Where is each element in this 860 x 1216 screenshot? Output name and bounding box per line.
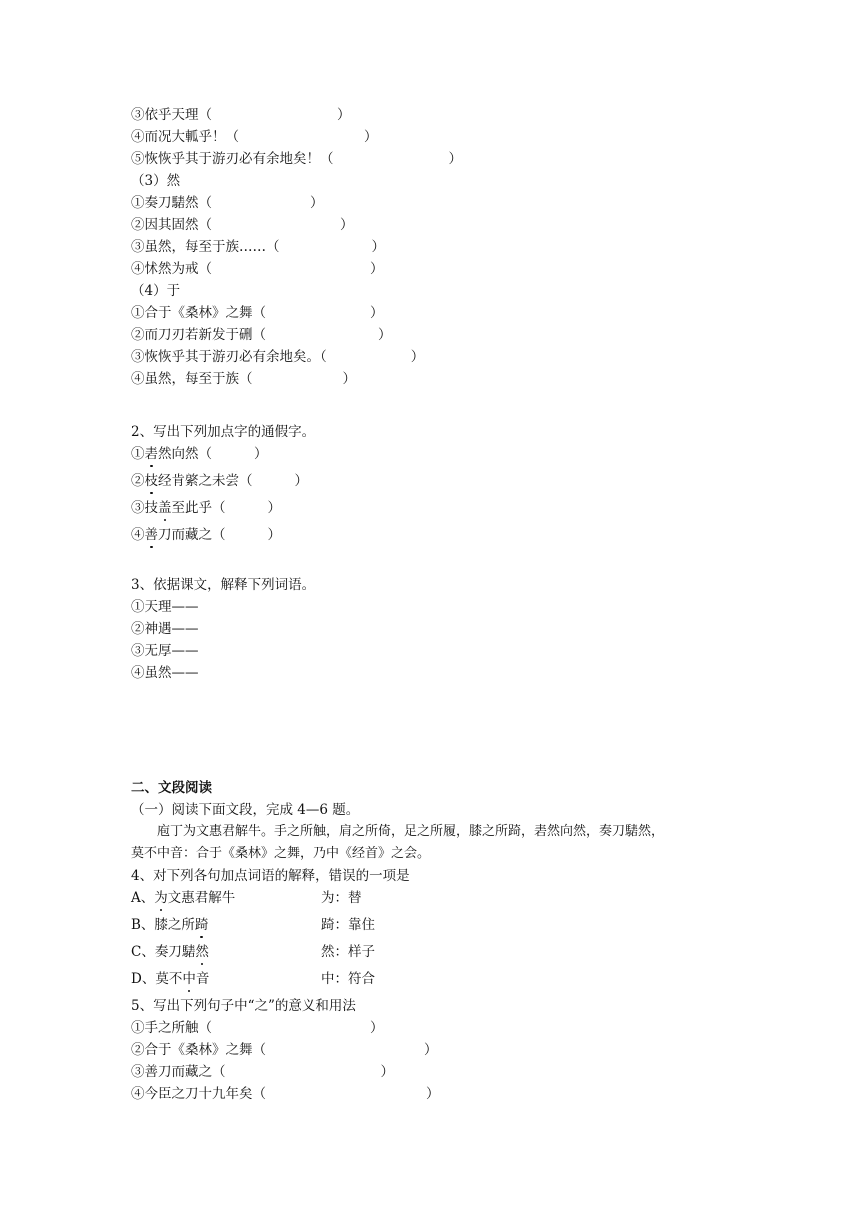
q5-item: ④今臣之刀十九年矣（ ） bbox=[131, 1086, 440, 1102]
dotted-char: 善 bbox=[144, 527, 158, 543]
q5-item: ②合于《桑林》之舞（ ） bbox=[131, 1042, 438, 1058]
q2-item: ④善刀而藏之（ ） bbox=[131, 527, 281, 543]
ran-item-1: ①奏刀騞然（ ） bbox=[131, 195, 324, 211]
q5-item: ③善刀而藏之（ ） bbox=[131, 1064, 394, 1080]
yu-item-4: ④而况大軱乎！（ ） bbox=[131, 129, 378, 145]
dotted-char: 砉 bbox=[144, 446, 158, 462]
yu2-item-3: ③恢恢乎其于游刃必有余地矣。（ ） bbox=[131, 349, 425, 365]
ran-item-4: ④怵然为戒（ ） bbox=[131, 261, 384, 277]
part1-continuation bbox=[131, 104, 771, 390]
yu-item-3: ③依乎天理（ ） bbox=[131, 107, 351, 123]
reading-instruction: （一）阅读下面文段，完成 4—6 题。 bbox=[131, 802, 360, 818]
dotted-char: 踦 bbox=[194, 917, 209, 933]
q2-item: ③技盖至此乎（ ） bbox=[131, 500, 281, 516]
yu2-item-2: ②而刀刃若新发于硎（ ） bbox=[131, 327, 392, 343]
q4-option-b: B、膝之所踦 踦：靠住 bbox=[131, 917, 375, 933]
yu-item-5: ⑤恢恢乎其于游刃必有余地矣！（ ） bbox=[131, 151, 462, 167]
part2-reading bbox=[131, 777, 771, 1105]
dotted-char: 盖 bbox=[158, 500, 172, 516]
question-4-title: 4、对下列各句加点词语的解释，错误的一项是 bbox=[131, 868, 410, 884]
yu2-item-4: ④虽然，每至于族（ ） bbox=[131, 371, 356, 387]
ran-title: （3）然 bbox=[131, 173, 181, 189]
yu2-item-1: ①合于《桑林》之舞（ ） bbox=[131, 305, 384, 321]
q4-option-d: D、莫不中音 中：符合 bbox=[131, 971, 375, 987]
yu2-title: （4）于 bbox=[131, 283, 181, 299]
q3-item: ④虽然—— bbox=[131, 665, 199, 681]
q2-item: ①砉然向然（ ） bbox=[131, 446, 268, 462]
q3-item: ②神遇—— bbox=[131, 621, 199, 637]
dotted-char: 然 bbox=[195, 944, 209, 960]
section-heading: 二、文段阅读 bbox=[131, 780, 212, 796]
question-5-title: 5、写出下列句子中“之”的意义和用法 bbox=[131, 998, 356, 1014]
q5-item: ①手之所触（ ） bbox=[131, 1020, 384, 1036]
question-2 bbox=[131, 421, 771, 551]
dotted-char: 为 bbox=[154, 890, 168, 906]
ran-item-3: ③虽然，每至于族……（ ） bbox=[131, 239, 385, 255]
question-2-title: 2、写出下列加点字的通假字。 bbox=[131, 424, 316, 440]
dotted-char: 中 bbox=[182, 971, 196, 987]
q3-item: ③无厚—— bbox=[131, 643, 199, 659]
question-3-title: 3、依据课文，解释下列词语。 bbox=[131, 577, 316, 593]
question-3 bbox=[131, 574, 771, 684]
q4-option-c: C、奏刀騞然 然：样子 bbox=[131, 944, 375, 960]
ran-item-2: ②因其固然（ ） bbox=[131, 217, 354, 233]
q4-option-a: A、为文惠君解牛 为：替 bbox=[131, 890, 362, 906]
dotted-char: 枝 bbox=[144, 473, 158, 489]
reading-passage: 庖丁为文惠君解牛。手之所触，肩之所倚，足之所履，膝之所踦，砉然向然，奏刀騞然， 莫不中音：合于《桑林》之舞，乃中《经首》之会。 bbox=[131, 824, 665, 861]
q3-item: ①天理—— bbox=[131, 599, 199, 615]
q2-item: ②枝经肯綮之未尝（ ） bbox=[131, 473, 308, 489]
